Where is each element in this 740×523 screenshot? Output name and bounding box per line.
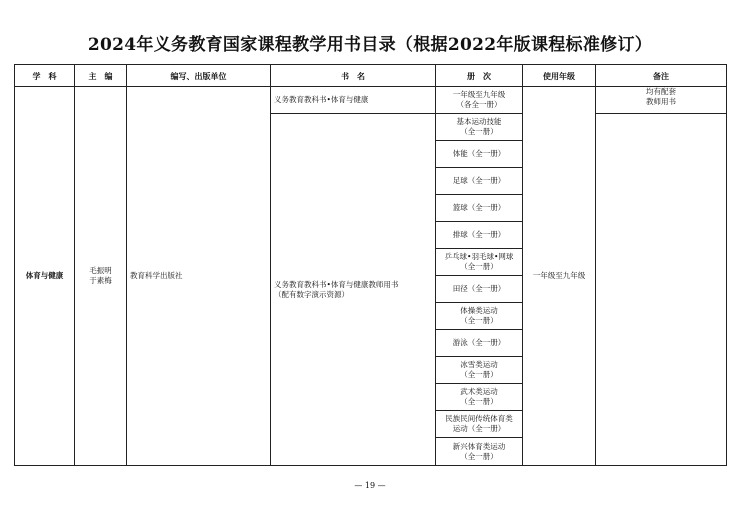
volume-cell [436,168,523,195]
volume-text: 体能（全一册） [452,149,506,158]
table-header-row [15,65,727,87]
volume-cell [436,357,523,384]
page-number: — 19 — [354,481,386,490]
header-subject: 学 科 [15,65,75,87]
publisher-cell: 教育科学出版社 [127,87,271,466]
textbook-volume-text: 一年级至九年级 （各全一册） [452,90,506,109]
volume-text: 篮球（全一册） [452,203,506,212]
teacher-book-title-cell [271,114,436,466]
volume-cell [436,303,523,330]
volume-cell [436,114,523,141]
table-row [15,87,727,114]
volume-text: 体操类运动 （全一册） [460,306,498,325]
volume-cell [436,249,523,276]
volume-text: 民族民间传统体育类 运动（全一册） [445,414,513,433]
note-text: 均有配套 教师用书 [646,87,676,106]
grade-cell: 一年级至九年级 [523,87,596,466]
header-grade: 使用年级 [523,65,596,87]
editor-names: 毛振明 于素梅 [89,266,112,285]
note-cell [596,87,727,114]
textbook-volume-cell [436,87,523,114]
subject-cell: 体育与健康 [15,87,75,466]
header-volume: 册 次 [436,65,523,87]
volume-text: 田径（全一册） [452,284,506,293]
volume-text: 新兴体育类运动 （全一册） [452,441,506,461]
volume-cell [436,276,523,303]
textbook-title-cell: 义务教育教科书•体育与健康 [271,87,436,114]
volume-text: 基本运动技能 （全一册） [456,117,502,136]
volume-cell [436,330,523,357]
volume-text: 武术类运动 （全一册） [460,387,498,406]
volume-text: 冰雪类运动 （全一册） [460,360,498,379]
volume-text: 游泳（全一册） [452,338,506,347]
teacher-book-title-text: 义务教育教科书•体育与健康教师用书 （配有数字演示资源） [274,279,399,299]
volume-cell [436,222,523,249]
volume-text: 乒乓球•羽毛球•网球 （全一册） [444,252,514,271]
header-editor: 主 编 [75,65,127,87]
volume-text: 排球（全一册） [452,230,506,239]
catalog-table [14,64,727,466]
volume-text: 足球（全一册） [452,176,506,185]
volume-cell [436,384,523,411]
header-book-title: 书 名 [271,65,436,87]
header-note: 备注 [596,65,727,87]
volume-cell [436,438,523,466]
volume-cell [436,141,523,168]
page-title: 2024年义务教育国家课程教学用书目录（根据2022年版课程标准修订） [87,35,653,55]
editor-cell [75,87,127,466]
volume-cell [436,195,523,222]
header-publisher: 编写、出版单位 [127,65,271,87]
volume-cell [436,411,523,438]
note-empty-cell [596,114,727,466]
